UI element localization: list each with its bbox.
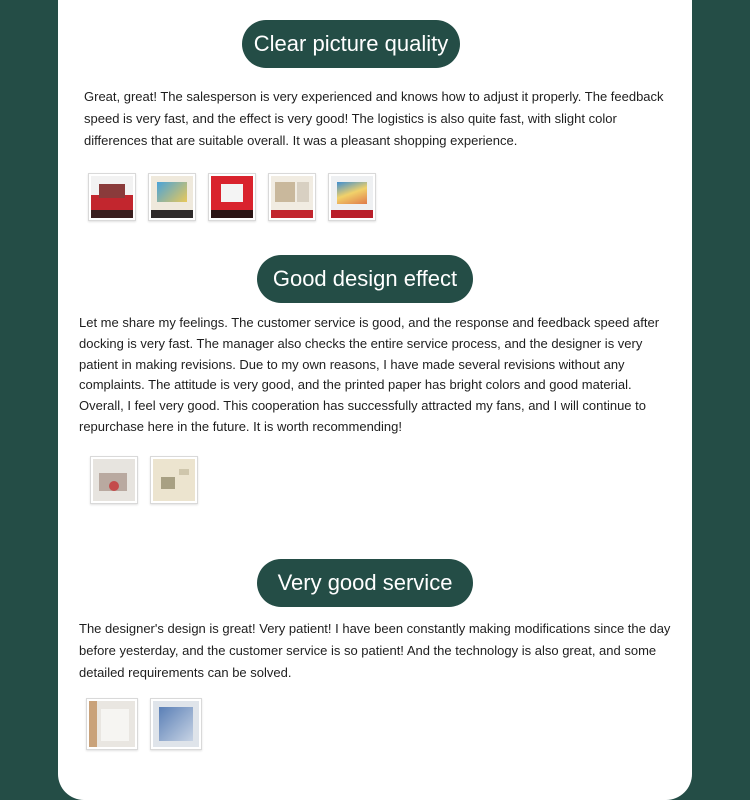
review-text: Let me share my feelings. The customer service is good, and the response and feedback speed after docking is very fast. The manager also checks the entire service process, and the designer is very patient in making revisions. Due to my own reasons, I have made several revisions without any complaints. The attitude is very good, and the printed paper has bright colors and good material. Overall, I feel very good. This cooperation has successfully attracted my fans, and I will continue to repurchase here in the future. It is worth recommending!	[79, 315, 660, 434]
section-title-pill	[257, 255, 473, 303]
review-photo[interactable]	[90, 456, 138, 504]
review-photo[interactable]	[150, 456, 198, 504]
review-photo[interactable]	[148, 173, 196, 221]
review-text: Great, great! The salesperson is very experienced and knows how to adjust it properly. The feedback speed is very fast, and the effect is very good! The logistics is also quite fast, with slight color differences that are suitable overall. It was a pleasant shopping experience.	[84, 89, 664, 148]
section-title-pill	[242, 20, 460, 68]
review-photo[interactable]	[86, 698, 138, 750]
review-photo[interactable]	[268, 173, 316, 221]
review-photo[interactable]	[150, 698, 202, 750]
reviews-card	[58, 0, 692, 800]
section-title-pill	[257, 559, 473, 607]
section-title: Good design effect	[272, 266, 458, 291]
section-title: Clear picture quality	[253, 31, 449, 56]
photo-row	[86, 698, 214, 750]
review-photo[interactable]	[88, 173, 136, 221]
review-photo[interactable]	[208, 173, 256, 221]
photo-row	[90, 456, 210, 504]
review-text: The designer's design is great! Very patient! I have been constantly making modifications since the day before yesterday, and the customer service is so patient! And the technology is also great, and some detailed requirements can be solved.	[79, 621, 671, 680]
photo-row	[88, 173, 388, 221]
review-photo[interactable]	[328, 173, 376, 221]
section-title: Very good service	[277, 570, 453, 595]
